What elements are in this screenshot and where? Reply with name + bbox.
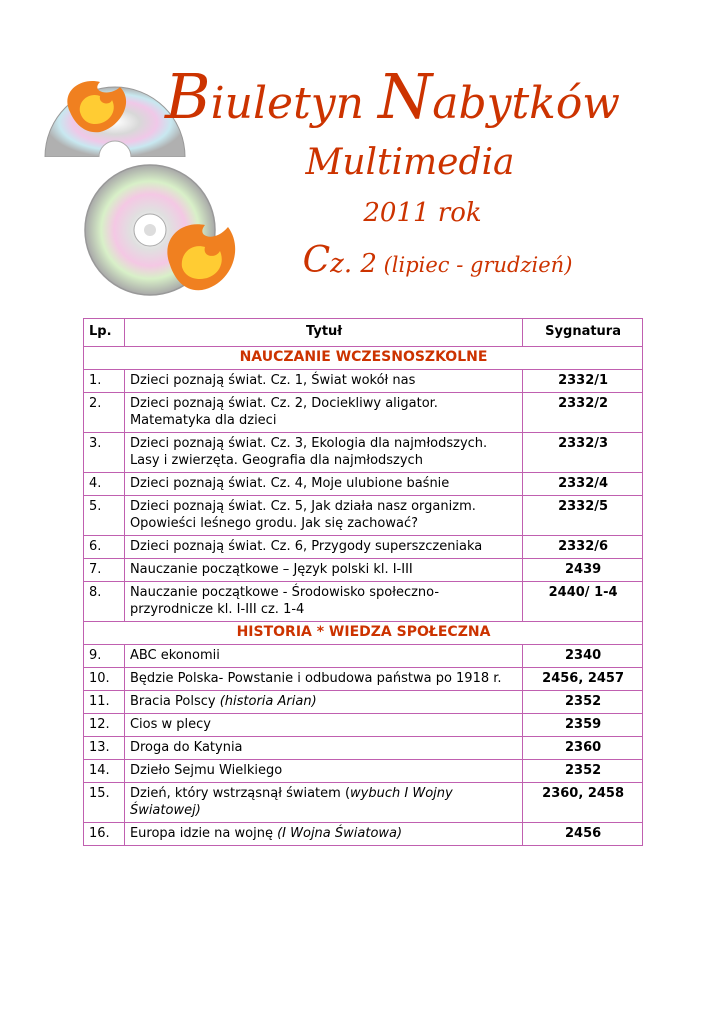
row-number: 1. [84, 370, 125, 393]
row-title: Dzieci poznają świat. Cz. 6, Przygody superszczeniaka [129, 539, 483, 554]
year: 2011 rok [363, 198, 482, 228]
part-label [0, 240, 725, 281]
row-title-cell [124, 645, 522, 668]
table-row [84, 783, 643, 823]
row-title-cell [124, 737, 522, 760]
row-title-note: wybuch I Wojny Światowej) [129, 786, 453, 818]
row-signature: 2456, 2457 [523, 668, 643, 691]
row-number: 7. [84, 559, 125, 582]
row-title-cell [124, 393, 522, 433]
row-title-cell [124, 714, 522, 737]
row-title-cell [124, 582, 522, 622]
row-title-cell [124, 496, 522, 536]
column-header-signature: Sygnatura [523, 319, 643, 347]
row-number: 5. [84, 496, 125, 536]
part-number: z. 2 [330, 249, 377, 279]
row-signature: 2332/3 [523, 433, 643, 473]
row-title: Nauczanie początkowe – Język polski kl. I-III [129, 562, 413, 577]
row-title: Dzieci poznają świat. Cz. 4, Moje ulubione baśnie [129, 476, 450, 491]
row-number: 10. [84, 668, 125, 691]
row-title: Dzieci poznają świat. Cz. 1, Świat wokół nas [129, 373, 416, 388]
row-title: Bracia Polscy [129, 694, 220, 709]
table-row [84, 737, 643, 760]
row-signature: 2360, 2458 [523, 783, 643, 823]
subtitle: Multimedia [305, 142, 515, 183]
row-signature: 2332/6 [523, 536, 643, 559]
row-signature: 2332/2 [523, 393, 643, 433]
column-header-lp: Lp. [84, 319, 125, 347]
table-row [84, 823, 643, 846]
table-body [84, 347, 643, 846]
acquisitions-table [83, 318, 643, 846]
row-title-cell [124, 536, 522, 559]
row-title-cell [124, 668, 522, 691]
row-signature: 2440/ 1-4 [523, 582, 643, 622]
row-number: 4. [84, 473, 125, 496]
part-initial: C [302, 240, 331, 281]
row-signature: 2352 [523, 760, 643, 783]
header [0, 0, 725, 300]
row-title-note: (I Wojna Światowa) [277, 826, 403, 841]
table-row [84, 536, 643, 559]
table-row [84, 691, 643, 714]
row-title: Dzieci poznają świat. Cz. 5, Jak działa nasz organizm. Opowieści leśnego grodu. Jak się zachować? [129, 499, 476, 531]
row-title: Europa idzie na wojnę [129, 826, 278, 841]
row-title: Cios w plecy [129, 717, 211, 732]
row-signature: 2332/4 [523, 473, 643, 496]
section-row [84, 347, 643, 370]
section-heading: NAUCZANIE WCZESNOSZKOLNE [84, 347, 643, 370]
table-row [84, 645, 643, 668]
table-row [84, 559, 643, 582]
row-number: 8. [84, 582, 125, 622]
row-title: Nauczanie początkowe - Środowisko społeczno-przyrodnicze kl. I-III cz. 1-4 [129, 585, 440, 617]
row-number: 3. [84, 433, 125, 473]
row-number: 11. [84, 691, 125, 714]
row-number: 6. [84, 536, 125, 559]
row-title-cell [124, 370, 522, 393]
row-title: Dzieło Sejmu Wielkiego [129, 763, 283, 778]
row-title-cell [124, 691, 522, 714]
row-number: 12. [84, 714, 125, 737]
row-title-cell [124, 433, 522, 473]
row-title-cell [124, 823, 522, 846]
row-number: 13. [84, 737, 125, 760]
row-title-cell [124, 783, 522, 823]
row-signature: 2456 [523, 823, 643, 846]
title-initial-b: B [165, 60, 211, 133]
part-period: (lipiec - grudzień) [376, 253, 573, 277]
row-number: 16. [84, 823, 125, 846]
row-signature: 2332/1 [523, 370, 643, 393]
row-number: 14. [84, 760, 125, 783]
title-part-2: abytków [432, 78, 620, 129]
row-signature: 2359 [523, 714, 643, 737]
table-row [84, 393, 643, 433]
row-title: Dzień, który wstrząsnął światem ( [129, 786, 351, 801]
row-number: 9. [84, 645, 125, 668]
title-initial-n: N [377, 60, 433, 133]
row-title: Będzie Polska- Powstanie i odbudowa państwa po 1918 r. [129, 671, 502, 686]
row-signature: 2439 [523, 559, 643, 582]
bulletin-title [0, 60, 725, 133]
row-title-note: (historia Arian) [219, 694, 317, 709]
table-row [84, 433, 643, 473]
table-header-row [84, 319, 643, 347]
row-title: Dzieci poznają świat. Cz. 3, Ekologia dla najmłodszych. Lasy i zwierzęta. Geografia dla najmłodszych [129, 436, 488, 468]
section-heading: HISTORIA * WIEDZA SPOŁECZNA [84, 622, 643, 645]
column-header-title: Tytuł [124, 319, 522, 347]
table-row [84, 473, 643, 496]
table-row [84, 668, 643, 691]
row-number: 15. [84, 783, 125, 823]
row-signature: 2352 [523, 691, 643, 714]
row-title-cell [124, 559, 522, 582]
section-row [84, 622, 643, 645]
row-title: Droga do Katynia [129, 740, 243, 755]
row-title: ABC ekonomii [129, 648, 220, 663]
row-signature: 2332/5 [523, 496, 643, 536]
table-row [84, 760, 643, 783]
row-signature: 2360 [523, 737, 643, 760]
table-row [84, 714, 643, 737]
table-row [84, 496, 643, 536]
table-row [84, 582, 643, 622]
row-title-cell [124, 473, 522, 496]
table-row [84, 370, 643, 393]
title-part-1: iuletyn [210, 78, 378, 129]
row-title: Dzieci poznają świat. Cz. 2, Dociekliwy aligator. Matematyka dla dzieci [129, 396, 438, 428]
row-signature: 2340 [523, 645, 643, 668]
row-title-cell [124, 760, 522, 783]
row-number: 2. [84, 393, 125, 433]
